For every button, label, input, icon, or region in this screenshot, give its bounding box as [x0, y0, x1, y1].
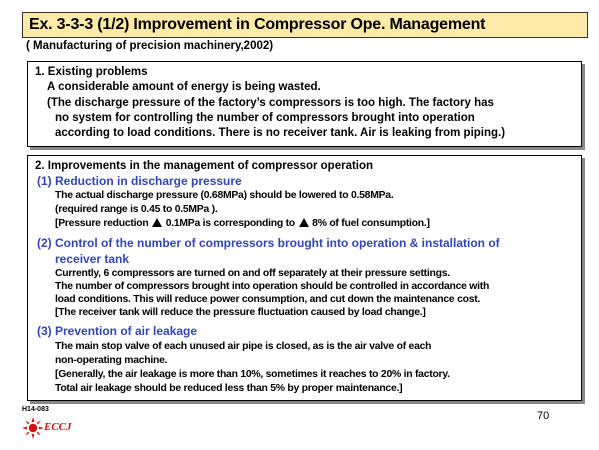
eccj-logo [22, 417, 72, 439]
item1-line3-start: [Pressure reduction [55, 218, 149, 229]
subtitle: ( Manufacturing of precision machinery,2002) [26, 40, 274, 52]
problem-line: according to load conditions. There is no receiver tank. Air is leaking from piping.) [55, 127, 506, 139]
item1-line [55, 218, 430, 229]
item2-line: Currently, 6 compressors are turned on and off separately at their pressure settings. [55, 268, 450, 279]
title-bar [22, 12, 588, 38]
problem-line: no system for controlling the number of compressors brought into operation [55, 112, 475, 124]
item2-line: load conditions. This will reduce power consumption, and cut down the maintenance cost. [55, 294, 481, 305]
eccj-sun-icon [22, 417, 44, 439]
problem-line: (The discharge pressure of the factory’s compressors is too high. The factory has [47, 97, 494, 109]
item2-line: [The receiver tank will reduce the pressure fluctuation caused by load change.] [55, 307, 426, 318]
item1-line3-end: 8% of fuel consumption.] [312, 218, 430, 229]
item1-line: (required range is 0.45 to 0.5MPa ). [55, 204, 218, 215]
logo-text: ECCJ [44, 421, 72, 433]
improvements-box [27, 155, 582, 401]
item2-title: (2) Control of the number of compressors brought into operation & installation of [37, 236, 500, 250]
item1-line: The actual discharge pressure (0.68MPa) should be lowered to 0.58MPa. [55, 190, 394, 201]
item2-line: The number of compressors brought into operation should be controlled in accordance with [55, 281, 490, 292]
delta-triangle-icon [299, 218, 309, 227]
item1-line3-middle: 0.1MPa is corresponding to [165, 218, 295, 229]
existing-problems-heading: 1. Existing problems [35, 66, 148, 78]
delta-triangle-icon [152, 218, 162, 227]
item1-title: (1) Reduction in discharge pressure [37, 174, 242, 188]
document-code: H14-083 [22, 406, 49, 413]
problem-line: A considerable amount of energy is being wasted. [47, 81, 321, 93]
item3-line: Total air leakage should be reduced less than 5% by proper maintenance.] [55, 383, 403, 394]
item2-title-continued: receiver tank [55, 252, 130, 266]
slide-title: Ex. 3-3-3 (1/2) Improvement in Compressor Ope. Management [29, 16, 486, 33]
item3-title: (3) Prevention of air leakage [37, 324, 198, 338]
improvements-heading: 2. Improvements in the management of compressor operation [35, 160, 374, 172]
page-number: 70 [537, 410, 550, 422]
item3-line: The main stop valve of each unused air pipe is closed, as is the air valve of each [55, 341, 432, 352]
item3-line: non-operating machine. [55, 355, 168, 366]
item3-line: [Generally, the air leakage is more than 10%, sometimes it reaches to 20% in factory. [55, 369, 450, 380]
existing-problems-box [27, 61, 582, 147]
